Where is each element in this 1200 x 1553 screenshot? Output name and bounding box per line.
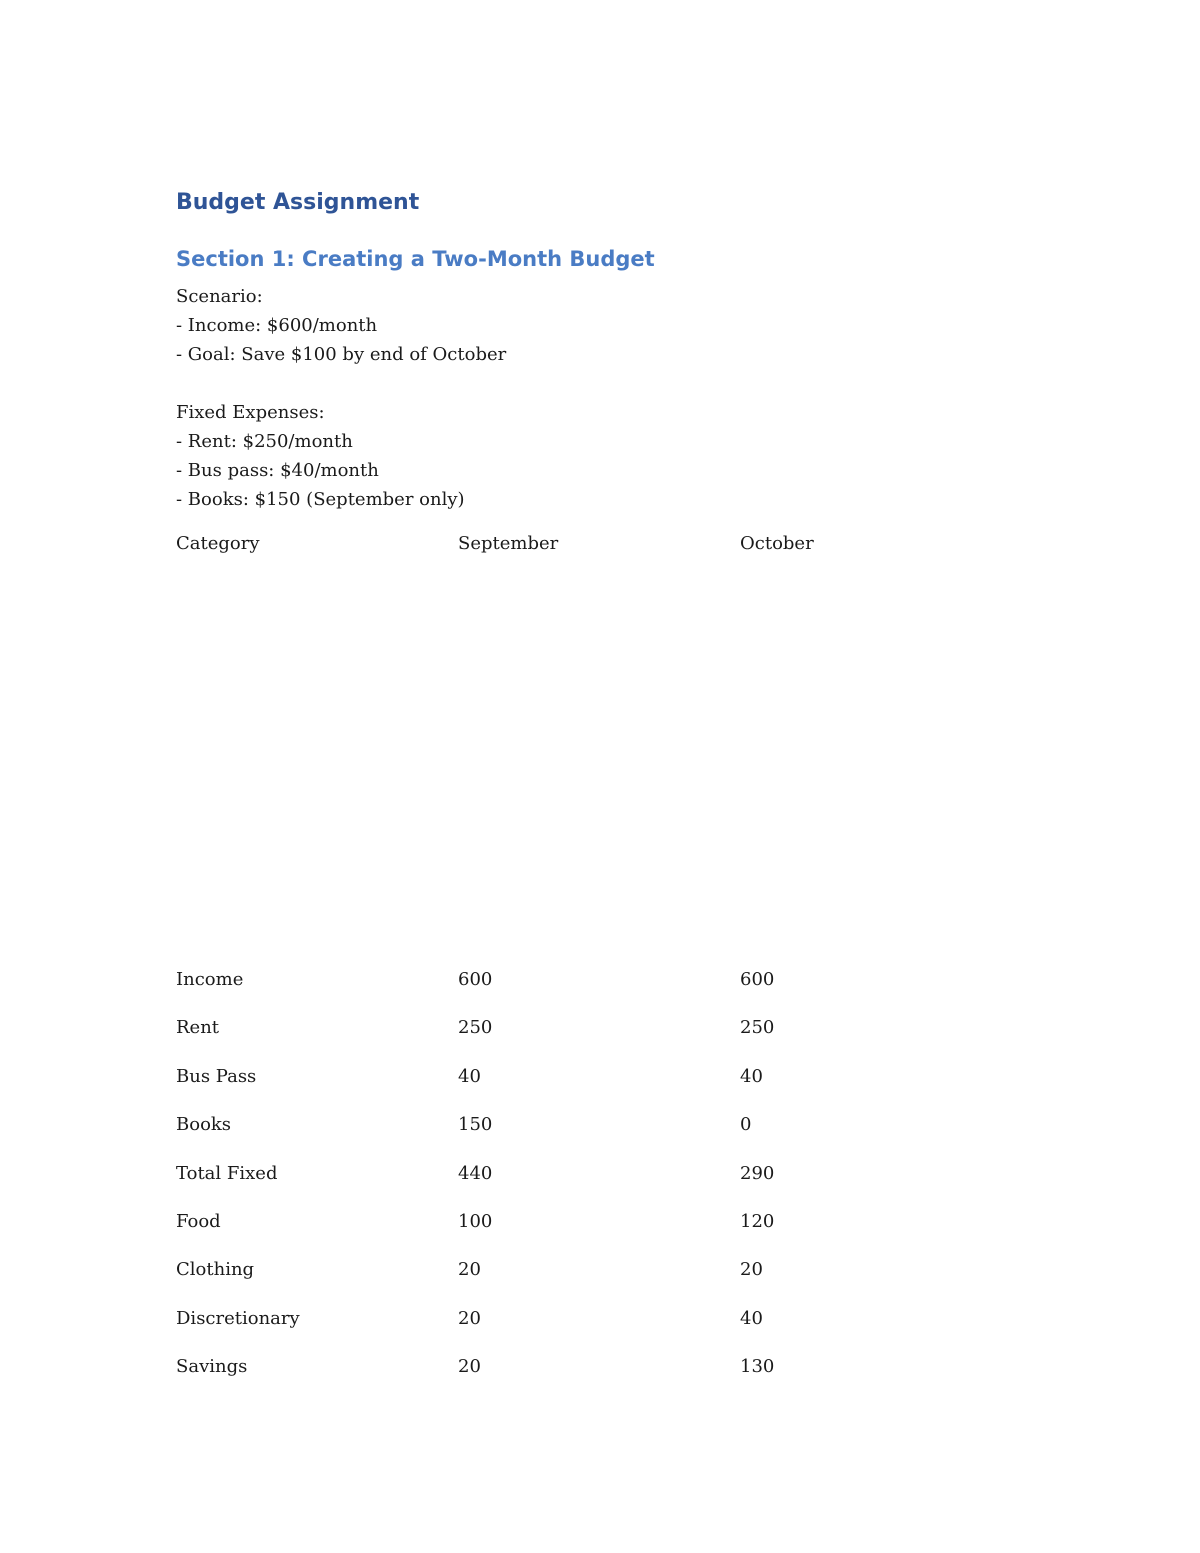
fixed-expenses-label: Fixed Expenses: bbox=[176, 402, 325, 423]
row-october-value: 20 bbox=[740, 1259, 763, 1281]
section-heading: Section 1: Creating a Two-Month Budget bbox=[176, 247, 655, 271]
row-september-value: 600 bbox=[458, 969, 493, 990]
row-october-value: 250 bbox=[740, 1017, 775, 1039]
row-october-value: 40 bbox=[740, 1065, 763, 1087]
table-row bbox=[176, 1259, 1056, 1307]
row-category: Clothing bbox=[176, 1259, 255, 1281]
row-september-value: 250 bbox=[458, 1017, 493, 1039]
row-october-value: 130 bbox=[740, 1356, 775, 1378]
row-september-value: 20 bbox=[458, 1259, 481, 1281]
table-row bbox=[176, 1308, 1056, 1356]
row-category: Bus Pass bbox=[176, 1065, 257, 1087]
row-september-value: 100 bbox=[458, 1210, 493, 1232]
goal-line: - Goal: Save $100 by end of October bbox=[176, 344, 507, 365]
row-category: Rent bbox=[176, 1017, 220, 1039]
row-october-value: 0 bbox=[740, 1114, 752, 1136]
row-category: Income bbox=[176, 969, 244, 990]
scenario-label: Scenario: bbox=[176, 286, 263, 307]
row-october-value: 290 bbox=[740, 1162, 775, 1184]
row-october-value: 600 bbox=[740, 969, 775, 990]
bus-pass-line: - Bus pass: $40/month bbox=[176, 460, 379, 481]
row-category: Savings bbox=[176, 1356, 248, 1378]
row-september-value: 20 bbox=[458, 1356, 481, 1378]
document-title: Budget Assignment bbox=[176, 190, 420, 215]
blank-line bbox=[176, 369, 506, 398]
row-october-value: 120 bbox=[740, 1210, 775, 1232]
row-september-value: 20 bbox=[458, 1307, 481, 1329]
row-october-value: 40 bbox=[740, 1307, 763, 1329]
table-row bbox=[176, 969, 1056, 1017]
row-september-value: 150 bbox=[458, 1114, 493, 1136]
row-category: Food bbox=[176, 1210, 221, 1232]
budget-table-body bbox=[176, 969, 1056, 1405]
table-row bbox=[176, 1114, 1056, 1162]
row-september-value: 40 bbox=[458, 1065, 481, 1087]
row-september-value: 440 bbox=[458, 1162, 493, 1184]
header-category: Category bbox=[176, 533, 260, 554]
books-line: - Books: $150 (September only) bbox=[176, 489, 465, 510]
header-september: September bbox=[458, 533, 559, 554]
row-category: Discretionary bbox=[176, 1307, 300, 1329]
row-category: Total Fixed bbox=[176, 1162, 278, 1184]
rent-line: - Rent: $250/month bbox=[176, 431, 353, 452]
table-row bbox=[176, 1017, 1056, 1065]
table-row bbox=[176, 1211, 1056, 1259]
header-october: October bbox=[740, 533, 814, 554]
scenario-text bbox=[176, 282, 506, 514]
table-row bbox=[176, 1066, 1056, 1114]
table-header bbox=[176, 533, 1056, 563]
row-category: Books bbox=[176, 1114, 232, 1136]
table-row bbox=[176, 1356, 1056, 1404]
table-row bbox=[176, 1163, 1056, 1211]
income-line: - Income: $600/month bbox=[176, 315, 378, 336]
